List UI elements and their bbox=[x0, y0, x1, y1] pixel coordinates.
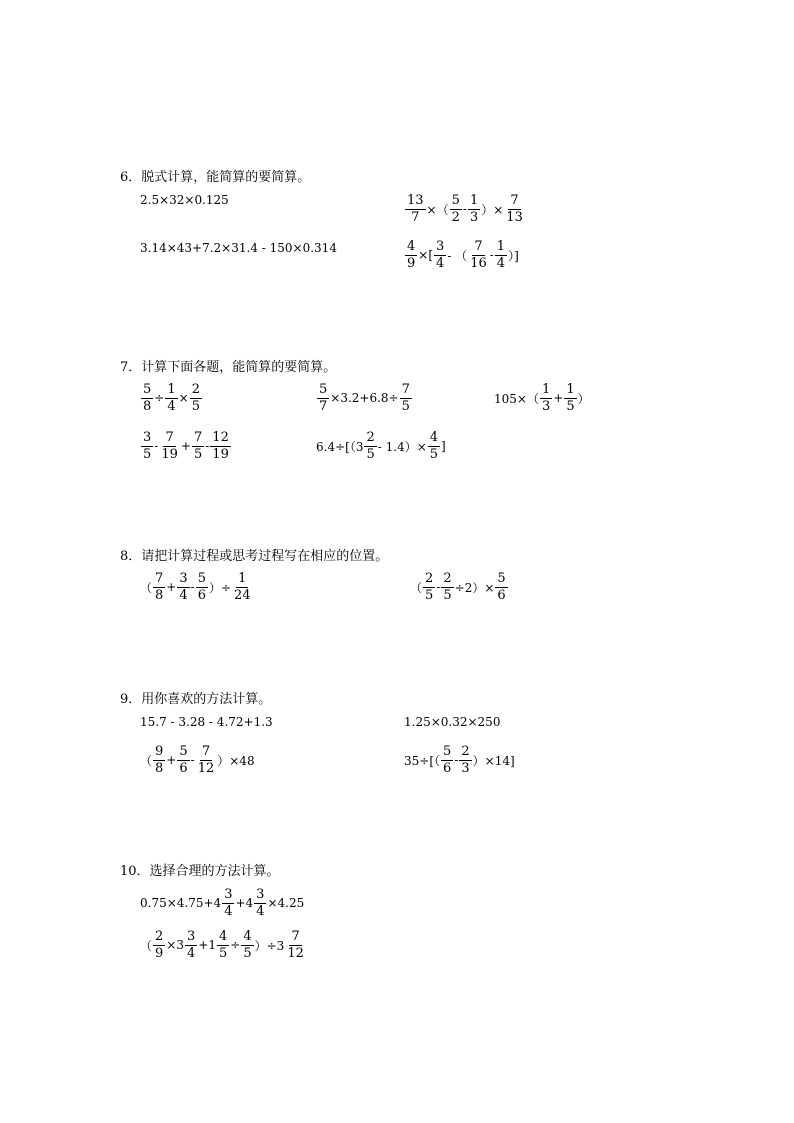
numerator: 4 bbox=[407, 239, 416, 254]
fraction bbox=[459, 745, 471, 775]
section-7-title: 7．计算下面各题，能简算的要简算。 bbox=[120, 360, 337, 375]
denominator: 6 bbox=[443, 760, 452, 776]
fraction bbox=[177, 745, 189, 775]
denominator: 6 bbox=[497, 587, 506, 603]
fraction bbox=[400, 383, 412, 413]
numerator: 2 bbox=[155, 929, 164, 944]
fraction bbox=[450, 194, 462, 224]
denominator: 5 bbox=[218, 945, 228, 961]
fraction bbox=[185, 930, 197, 960]
fraction bbox=[434, 240, 446, 270]
denominator: 9 bbox=[407, 255, 416, 271]
denominator: 5 bbox=[429, 446, 439, 462]
problem-9-2 bbox=[404, 715, 500, 729]
problem-10-1 bbox=[140, 888, 304, 918]
problem-6-1 bbox=[140, 193, 229, 207]
denominator: 16 bbox=[470, 255, 487, 271]
denominator: 4 bbox=[224, 903, 233, 919]
numerator: 4 bbox=[429, 430, 439, 445]
numerator: 1 bbox=[496, 239, 506, 254]
fraction bbox=[468, 240, 489, 270]
problem-7-5 bbox=[316, 431, 446, 461]
expression-text: 0.75×4.75+4 bbox=[140, 896, 222, 911]
expression-text: （ bbox=[410, 580, 423, 595]
fraction bbox=[423, 572, 435, 602]
problem-8-2 bbox=[410, 572, 509, 602]
expression-text: ） bbox=[577, 391, 590, 406]
expression-text: + bbox=[180, 439, 191, 454]
expression-text: （ bbox=[140, 938, 153, 953]
numerator: 7 bbox=[510, 193, 519, 208]
numerator: 1 bbox=[167, 382, 176, 397]
denominator: 5 bbox=[193, 446, 203, 462]
problem-6-2 bbox=[404, 194, 526, 224]
denominator: 8 bbox=[143, 398, 152, 414]
denominator: 4 bbox=[167, 398, 176, 414]
expression-text: - bbox=[205, 439, 210, 454]
denominator: 12 bbox=[287, 945, 304, 961]
problem-7-3 bbox=[494, 383, 590, 413]
expression-text: ）×48 bbox=[217, 753, 255, 768]
expression-text: ×4.25 bbox=[267, 896, 305, 911]
numerator: 5 bbox=[179, 744, 188, 759]
numerator: 1 bbox=[238, 571, 247, 586]
numerator: 5 bbox=[197, 571, 206, 586]
expression-text: - bbox=[454, 753, 459, 768]
fraction bbox=[441, 572, 453, 602]
expression-text: + bbox=[166, 580, 177, 595]
fraction bbox=[540, 383, 552, 413]
denominator: 4 bbox=[496, 255, 506, 271]
fraction bbox=[153, 572, 165, 602]
fraction bbox=[564, 383, 576, 413]
denominator: 9 bbox=[155, 945, 164, 961]
denominator: 6 bbox=[197, 587, 206, 603]
numerator: 5 bbox=[497, 571, 506, 586]
problem-9-1 bbox=[140, 715, 273, 729]
expression-text: ）÷ bbox=[208, 580, 232, 595]
numerator: 3 bbox=[224, 887, 233, 902]
fraction bbox=[210, 431, 231, 461]
numerator: 5 bbox=[451, 193, 460, 208]
numerator: 4 bbox=[243, 929, 252, 944]
fraction bbox=[141, 383, 153, 413]
denominator: 3 bbox=[541, 398, 551, 414]
denominator: 7 bbox=[319, 398, 328, 414]
fraction bbox=[285, 930, 306, 960]
fraction bbox=[364, 431, 376, 461]
expression-text: 1.25×0.32×250 bbox=[404, 715, 501, 729]
numerator: 3 bbox=[179, 571, 188, 586]
expression-text: ）÷3 bbox=[254, 938, 285, 953]
denominator: 5 bbox=[143, 446, 152, 462]
expression-text: ×[ bbox=[418, 248, 434, 263]
expression-text: ）] bbox=[508, 248, 519, 263]
fraction bbox=[192, 431, 204, 461]
numerator: 12 bbox=[212, 430, 229, 445]
numerator: 5 bbox=[143, 382, 152, 397]
denominator: 5 bbox=[425, 587, 434, 603]
numerator: 2 bbox=[191, 382, 200, 397]
numerator: 9 bbox=[155, 744, 164, 759]
problem-6-4 bbox=[404, 240, 519, 270]
numerator: 2 bbox=[461, 744, 470, 759]
denominator: 6 bbox=[179, 760, 188, 776]
denominator: 2 bbox=[451, 209, 460, 225]
denominator: 3 bbox=[469, 209, 479, 225]
numerator: 3 bbox=[187, 929, 196, 944]
numerator: 4 bbox=[218, 929, 228, 944]
expression-text: +4 bbox=[235, 896, 254, 911]
denominator: 5 bbox=[243, 945, 252, 961]
numerator: 7 bbox=[401, 382, 410, 397]
fraction bbox=[141, 431, 153, 461]
expression-text: 105×（ bbox=[494, 391, 539, 406]
expression-text: 3.14×43+7.2×31.4 - 150×0.314 bbox=[140, 241, 337, 255]
problem-6-3 bbox=[140, 241, 337, 255]
problem-8-1 bbox=[140, 572, 254, 602]
problem-7-2 bbox=[316, 383, 413, 413]
fraction bbox=[405, 240, 417, 270]
expression-text: + bbox=[553, 391, 564, 406]
numerator: 7 bbox=[155, 571, 164, 586]
expression-text: ] bbox=[441, 439, 446, 454]
denominator: 5 bbox=[566, 398, 575, 414]
denominator: 4 bbox=[256, 903, 265, 919]
section-9-title: 9．用你喜欢的方法计算。 bbox=[120, 692, 272, 707]
denominator: 8 bbox=[155, 587, 164, 603]
expression-text: - 1.4）× bbox=[377, 439, 427, 454]
numerator: 7 bbox=[193, 430, 203, 445]
section-6-title: 6．脱式计算，能简算的要简算。 bbox=[120, 170, 311, 185]
expression-text: - bbox=[462, 202, 467, 217]
denominator: 19 bbox=[212, 446, 229, 462]
numerator: 2 bbox=[425, 571, 434, 586]
expression-text: - （ bbox=[447, 248, 468, 263]
fraction bbox=[468, 194, 480, 224]
expression-text: ×3.2+6.8÷ bbox=[330, 391, 399, 406]
fraction bbox=[153, 745, 165, 775]
denominator: 12 bbox=[197, 760, 215, 776]
denominator: 13 bbox=[506, 209, 523, 225]
numerator: 2 bbox=[443, 571, 452, 586]
problem-9-3 bbox=[140, 745, 255, 775]
denominator: 24 bbox=[234, 587, 251, 603]
numerator: 7 bbox=[474, 239, 483, 254]
fraction bbox=[217, 930, 229, 960]
numerator: 3 bbox=[436, 239, 445, 254]
section-8-title: 8．请把计算过程或思考过程写在相应的位置。 bbox=[120, 549, 389, 564]
expression-text: （ bbox=[140, 753, 153, 768]
fraction bbox=[177, 572, 189, 602]
problem-10-2 bbox=[140, 930, 307, 960]
numerator: 1 bbox=[566, 382, 575, 397]
numerator: 2 bbox=[366, 430, 375, 445]
denominator: 5 bbox=[443, 587, 452, 603]
expression-text: - bbox=[489, 248, 494, 263]
expression-text: 2.5×32×0.125 bbox=[140, 193, 229, 207]
expression-text: ÷ bbox=[154, 391, 165, 406]
fraction bbox=[196, 572, 208, 602]
numerator: 1 bbox=[469, 193, 479, 208]
expression-text: + bbox=[166, 753, 177, 768]
expression-text: 6.4÷[（3 bbox=[316, 439, 364, 454]
expression-text: +1 bbox=[198, 938, 216, 953]
expression-text: - bbox=[190, 753, 195, 768]
fraction bbox=[159, 431, 180, 461]
fraction bbox=[428, 431, 440, 461]
denominator: 8 bbox=[155, 760, 164, 776]
fraction bbox=[495, 572, 507, 602]
numerator: 7 bbox=[291, 929, 300, 944]
fraction bbox=[504, 194, 525, 224]
expression-text: 35÷[（ bbox=[404, 753, 441, 768]
problem-9-4 bbox=[404, 745, 515, 775]
denominator: 5 bbox=[191, 398, 200, 414]
fraction bbox=[441, 745, 453, 775]
denominator: 4 bbox=[179, 587, 188, 603]
fraction bbox=[405, 194, 426, 224]
numerator: 3 bbox=[143, 430, 152, 445]
expression-text: ÷ bbox=[230, 938, 241, 953]
expression-text: （ bbox=[140, 580, 153, 595]
expression-text: - bbox=[190, 580, 195, 595]
fraction bbox=[196, 745, 217, 775]
numerator: 5 bbox=[319, 382, 328, 397]
fraction bbox=[232, 572, 253, 602]
numerator: 3 bbox=[256, 887, 265, 902]
expression-text: 15.7 - 3.28 - 4.72+1.3 bbox=[140, 715, 273, 729]
denominator: 5 bbox=[401, 398, 410, 414]
expression-text: ）× bbox=[481, 202, 504, 217]
fraction bbox=[222, 888, 234, 918]
expression-text: - bbox=[436, 580, 441, 595]
denominator: 19 bbox=[161, 446, 178, 462]
fraction bbox=[153, 930, 165, 960]
numerator: 7 bbox=[201, 744, 211, 759]
fraction bbox=[495, 240, 507, 270]
fraction bbox=[254, 888, 266, 918]
expression-text: ）×14] bbox=[472, 753, 515, 768]
section-10-title: 10．选择合理的方法计算。 bbox=[120, 864, 280, 879]
fraction bbox=[190, 383, 202, 413]
fraction bbox=[165, 383, 177, 413]
denominator: 4 bbox=[436, 255, 445, 271]
fraction bbox=[317, 383, 329, 413]
denominator: 3 bbox=[461, 760, 470, 776]
expression-text: ÷2）× bbox=[454, 580, 495, 595]
denominator: 5 bbox=[366, 446, 375, 462]
numerator: 7 bbox=[165, 430, 174, 445]
denominator: 4 bbox=[187, 945, 196, 961]
expression-text: - bbox=[154, 439, 159, 454]
problem-7-4 bbox=[140, 431, 232, 461]
denominator: 7 bbox=[411, 209, 420, 225]
numerator: 1 bbox=[541, 382, 551, 397]
expression-text: ×3 bbox=[166, 938, 184, 953]
numerator: 5 bbox=[443, 744, 452, 759]
expression-text: × bbox=[178, 391, 189, 406]
numerator: 13 bbox=[407, 193, 424, 208]
fraction bbox=[241, 930, 253, 960]
problem-7-1 bbox=[140, 383, 203, 413]
expression-text: ×（ bbox=[426, 202, 449, 217]
